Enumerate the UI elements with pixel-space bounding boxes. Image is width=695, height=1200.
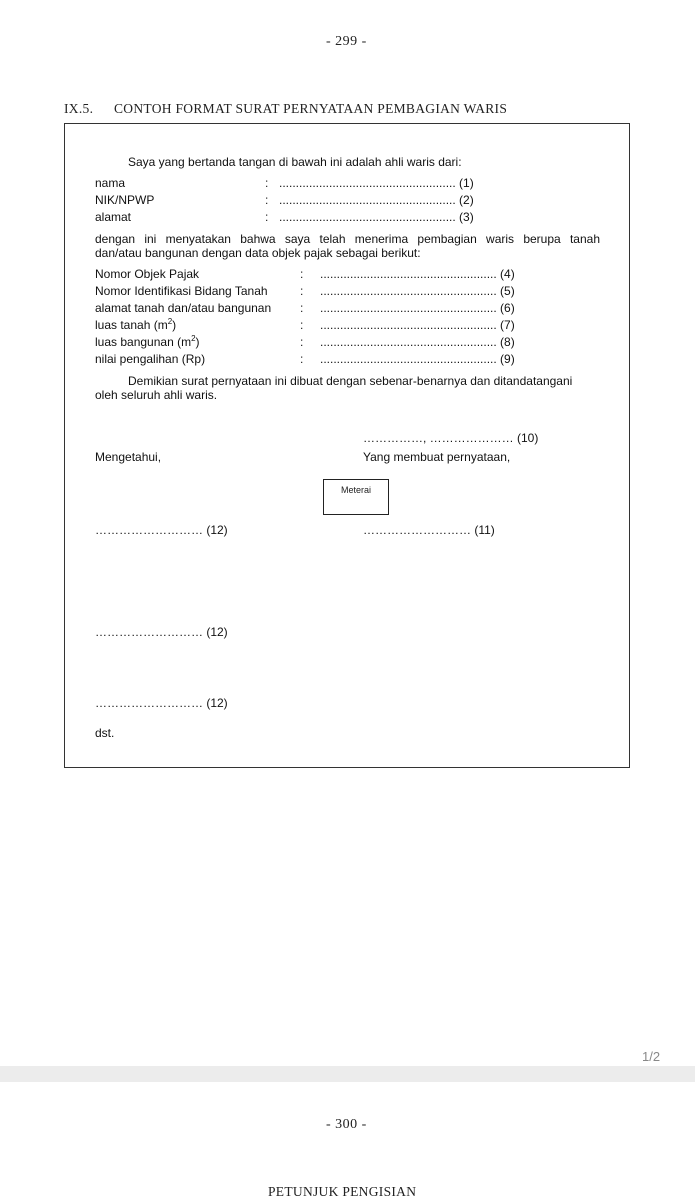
label-text: ): [172, 318, 177, 332]
field-value-1: ..................................................... (1): [279, 176, 474, 190]
statement-line-2: dan/atau bangunan dengan data objek pajak sebagai berikut:: [95, 246, 421, 260]
field-value-7: ..................................................... (7): [320, 318, 515, 332]
witness-signature-line: ……………………… (12): [95, 523, 228, 537]
field-colon: :: [300, 352, 304, 366]
field-value-4: ..................................................... (4): [320, 267, 515, 281]
stamp-box: Meterai: [323, 479, 389, 515]
page-divider: [0, 1066, 695, 1082]
field-colon: :: [300, 318, 304, 332]
field-colon: :: [265, 210, 269, 224]
field-label-nilai: nilai pengalihan (Rp): [95, 352, 206, 366]
intro-text: Saya yang bertanda tangan di bawah ini adalah ahli waris dari:: [128, 155, 462, 169]
etc-text: dst.: [95, 726, 115, 740]
label-text: luas bangunan (m: [95, 335, 192, 349]
closing-line-1: Demikian surat pernyataan ini dibuat dengan sebenar-benarnya dan ditandatangani: [128, 374, 573, 388]
field-label-nop: Nomor Objek Pajak: [95, 267, 200, 281]
field-label-nib: Nomor Identifikasi Bidang Tanah: [95, 284, 268, 298]
witness-signature-line: ……………………… (12): [95, 625, 228, 639]
witness-signature-line: ……………………… (12): [95, 696, 228, 710]
label-text: ): [195, 335, 200, 349]
field-value-9: ..................................................... (9): [320, 352, 515, 366]
place-date-line: ……………, ………………… (10): [363, 431, 539, 445]
field-label-luas-tanah: [95, 318, 176, 332]
statement-line-1: dengan ini menyatakan bahwa saya telah menerima pembagian waris berupa tanah: [95, 232, 600, 246]
field-label-alamat: alamat: [95, 210, 132, 224]
section-title: CONTOH FORMAT SURAT PERNYATAAN PEMBAGIAN WARIS: [114, 101, 508, 116]
label-text: luas tanah (m: [95, 318, 168, 332]
field-value-2: ..................................................... (2): [279, 193, 474, 207]
page-indicator: 1/2: [642, 1049, 661, 1064]
closing-line-2: oleh seluruh ahli waris.: [95, 388, 218, 402]
section-number: IX.5.: [64, 101, 94, 116]
superscript: 2: [191, 334, 196, 343]
field-colon: :: [265, 193, 269, 207]
superscript: 2: [167, 317, 173, 326]
field-value-5: ..................................................... (5): [320, 284, 515, 298]
next-page-title: PETUNJUK PENGISIAN: [268, 1184, 417, 1199]
field-colon: :: [265, 176, 269, 190]
declarant-label: Yang membuat pernyataan,: [363, 450, 511, 464]
field-value-6: ..................................................... (6): [320, 301, 515, 315]
page-number-top: - 299 -: [326, 34, 367, 49]
field-label-nama: nama: [95, 176, 126, 190]
field-label-luas-bangunan: [95, 335, 200, 349]
field-colon: :: [300, 301, 304, 315]
field-colon: :: [300, 267, 304, 281]
acknowledged-label: Mengetahui,: [95, 450, 162, 464]
declarant-signature-line: ……………………… (11): [363, 523, 495, 537]
field-label-nik: NIK/NPWP: [95, 193, 155, 207]
field-value-8: ..................................................... (8): [320, 335, 515, 349]
page-number-bottom: - 300 -: [326, 1117, 367, 1132]
field-label-alamat-tanah: alamat tanah dan/atau bangunan: [95, 301, 272, 315]
field-value-3: ..................................................... (3): [279, 210, 474, 224]
field-colon: :: [300, 335, 304, 349]
field-colon: :: [300, 284, 304, 298]
